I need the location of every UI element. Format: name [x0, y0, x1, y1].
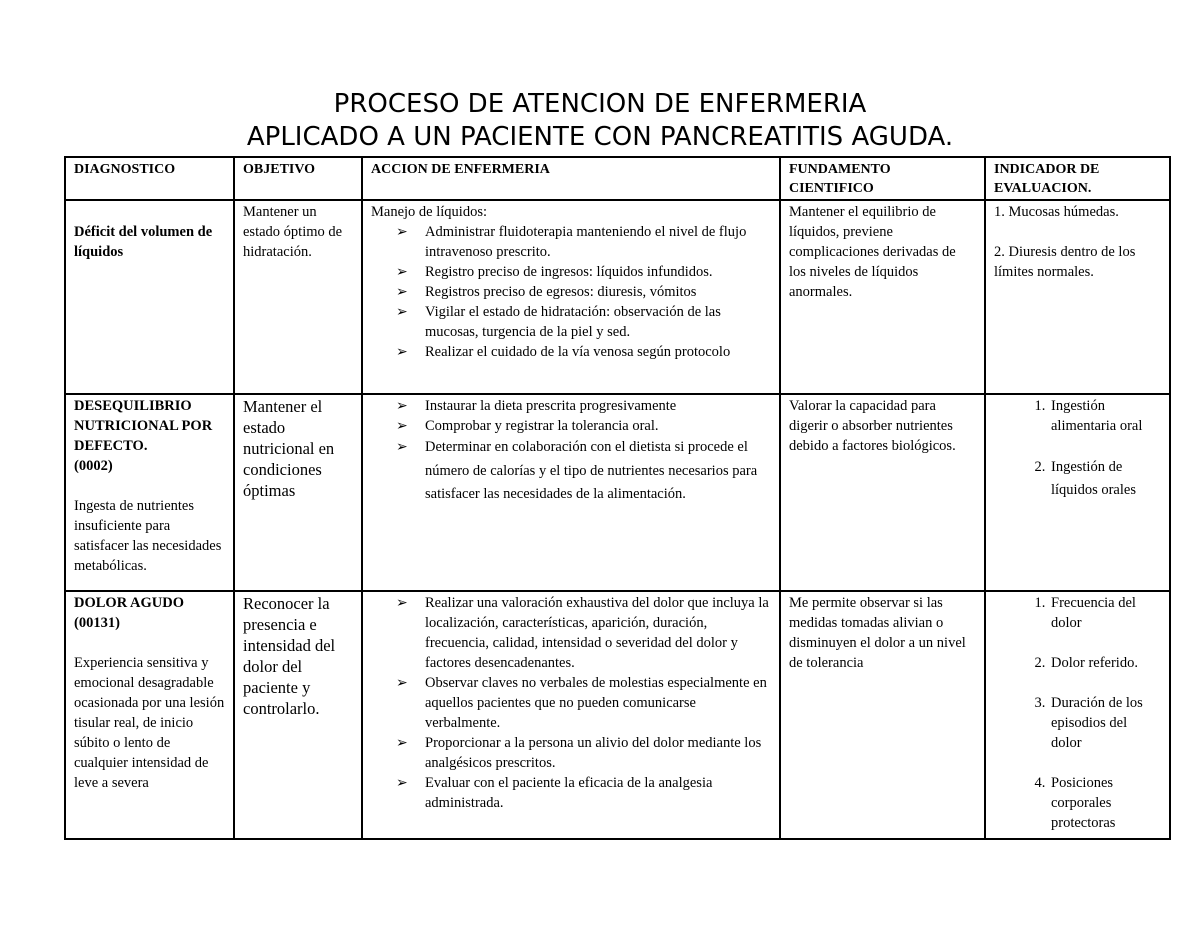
- indicator-list: [994, 593, 1161, 833]
- list-item: 2. Dolor referido.: [1049, 653, 1161, 673]
- cell-accion: [362, 394, 780, 591]
- care-plan-table: [64, 156, 1171, 840]
- list-item: ➢ Comprobar y registrar la tolerancia oral.: [425, 416, 771, 436]
- diagnosis-description: Ingesta de nutrientes insuficiente para satisfacer las necesidades metabólicas.: [74, 498, 222, 574]
- header-accion: ACCION DE ENFERMERIA: [362, 157, 780, 200]
- table-row: [65, 200, 1170, 394]
- header-objetivo: OBJETIVO: [234, 157, 362, 200]
- list-item: ➢ Registro preciso de ingresos: líquidos infundidos.: [425, 262, 771, 282]
- cell-objetivo: Mantener un estado óptimo de hidratación.: [234, 200, 362, 394]
- diagnosis-title: Déficit del volumen de líquidos: [74, 224, 213, 260]
- cell-objetivo: Reconocer la presencia e intensidad del dolor del paciente y controlarlo.: [234, 591, 362, 839]
- list-item: 1. Ingestión alimentaria oral: [1049, 396, 1161, 436]
- header-fundamento: FUNDAMENTO CIENTIFICO: [780, 157, 985, 200]
- cell-accion: [362, 591, 780, 839]
- list-item: ➢ Realizar una valoración exhaustiva del dolor que incluya la localización, características, aparición, duración, frecuencia, calidad, intensidad o severidad del dolor y factores desencadenantes.: [425, 593, 771, 673]
- cell-diagnostico: [65, 394, 234, 591]
- list-item: ➢ Realizar el cuidado de la vía venosa según protocolo: [425, 342, 771, 362]
- list-item: ➢ Determinar en colaboración con el dietista si procede el número de calorías y el tipo de nutrientes necesarios para satisfacer las necesidades de la alimentación.: [425, 436, 771, 507]
- diagnosis-code: (0002): [74, 458, 113, 474]
- action-list: [371, 222, 771, 362]
- cell-indicador: [985, 394, 1170, 591]
- cell-indicador: [985, 591, 1170, 839]
- cell-fundamento: Me permite observar si las medidas tomadas alivian o disminuyen el dolor a un nivel de tolerancia: [780, 591, 985, 839]
- list-item: 3. Duración de los episodios del dolor: [1049, 693, 1161, 753]
- indicator-list: [994, 396, 1161, 502]
- cell-diagnostico: [65, 591, 234, 839]
- action-intro: Manejo de líquidos:: [371, 204, 487, 220]
- header-indicador: INDICADOR DE EVALUACION.: [985, 157, 1170, 200]
- action-list: [371, 593, 771, 813]
- cell-accion: [362, 200, 780, 394]
- table-row: [65, 591, 1170, 839]
- diagnosis-code: (00131): [74, 615, 120, 631]
- diagnosis-description: Experiencia sensitiva y emocional desagradable ocasionada por una lesión tisular real, de inicio súbito o lento de cualquier intensidad de leve a severa: [74, 655, 225, 791]
- header-diagnostico: DIAGNOSTICO: [65, 157, 234, 200]
- diagnosis-title: DOLOR AGUDO: [74, 595, 184, 611]
- table-header-row: [65, 157, 1170, 200]
- document-title: PROCESO DE ATENCION DE ENFERMERIA: [333, 89, 867, 119]
- cell-fundamento: Mantener el equilibrio de líquidos, previene complicaciones derivadas de los niveles de líquidos anormales.: [780, 200, 985, 394]
- list-item: 4. Posiciones corporales protectoras: [1049, 773, 1161, 833]
- list-item: ➢ Vigilar el estado de hidratación: observación de las mucosas, turgencia de la piel y sed.: [425, 302, 771, 342]
- diagnosis-title: DESEQUILIBRIO NUTRICIONAL POR DEFECTO.: [74, 398, 213, 454]
- action-list: [371, 396, 771, 507]
- cell-indicador: [985, 200, 1170, 394]
- cell-objetivo: Mantener el estado nutricional en condiciones óptimas: [234, 394, 362, 591]
- document-subtitle: APLICADO A UN PACIENTE CON PANCREATITIS AGUDA.: [246, 122, 954, 152]
- list-item: ➢ Proporcionar a la persona un alivio del dolor mediante los analgésicos prescritos.: [425, 733, 771, 773]
- list-item: ➢ Registros preciso de egresos: diuresis, vómitos: [425, 282, 771, 302]
- list-item: ➢ Observar claves no verbales de molestias especialmente en aquellos pacientes que no pueden comunicarse verbalmente.: [425, 673, 771, 733]
- list-item: 1. Frecuencia del dolor: [1049, 593, 1161, 633]
- list-item: 2. Ingestión de líquidos orales: [1049, 456, 1161, 502]
- list-item: ➢ Instaurar la dieta prescrita progresivamente: [425, 396, 771, 416]
- indicator-item: 1. Mucosas húmedas.: [994, 204, 1119, 220]
- list-item: ➢ Administrar fluidoterapia manteniendo el nivel de flujo intravenoso prescrito.: [425, 222, 771, 262]
- indicator-item: 2. Diuresis dentro de los límites normales.: [994, 244, 1136, 280]
- cell-diagnostico: [65, 200, 234, 394]
- list-item: ➢ Evaluar con el paciente la eficacia de la analgesia administrada.: [425, 773, 771, 813]
- table-row: [65, 394, 1170, 591]
- cell-fundamento: Valorar la capacidad para digerir o absorber nutrientes debido a factores biológicos.: [780, 394, 985, 591]
